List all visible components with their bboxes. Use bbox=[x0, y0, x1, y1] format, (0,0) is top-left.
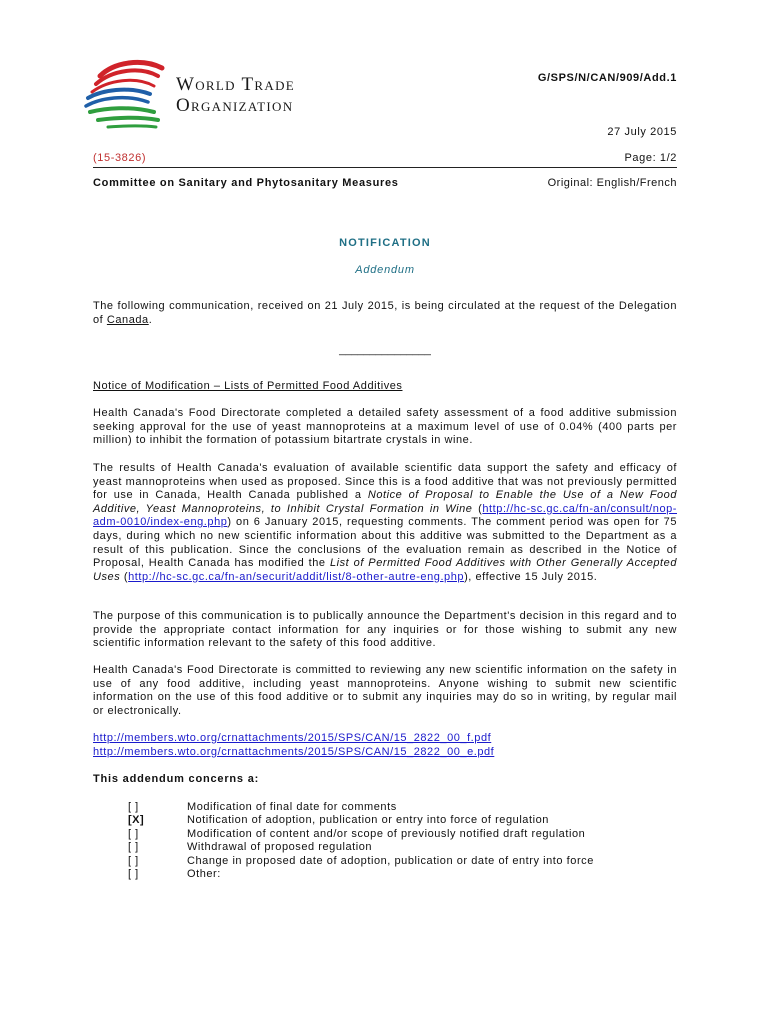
notice-of-proposal-link[interactable]: http://hc-sc.gc.ca/fn-an/consult/nop-adm-0010/index-eng.php bbox=[93, 502, 677, 529]
paragraph-4: Health Canada's Food Directorate is committed to reviewing any new scientific information on the safety in use of any food additive, including yeast mannoproteins. Anyone wishing to submit new scientific information on the use of this food additive or to submit any inquiries may do so in writing, by regular mail or electronically. bbox=[93, 664, 677, 717]
paragraph-2-text-e: ), effective 15 July 2015. bbox=[464, 570, 598, 583]
permitted-additives-list-title: List of Permitted Food Additives with Other Generally Accepted Uses bbox=[93, 557, 677, 583]
organization-name bbox=[176, 74, 295, 116]
section-title: Notice of Modification – Lists of Permitted Food Additives bbox=[93, 380, 403, 392]
paragraph-2-text-a: The results of Health Canada's evaluation of available scientific data support the safety and efficacy of yeast mannoproteins when used as proposed. Since this is a food additive that was not previously permitted for use in Canada, Health Canada published a bbox=[93, 462, 677, 502]
intro-paragraph bbox=[93, 300, 677, 327]
checkbox-5: [ ] bbox=[128, 855, 139, 867]
reference-number: (15-3826) bbox=[93, 152, 147, 164]
intro-text: The following communication, received on 21 July 2015, is being circulated at the request of the Delegation of bbox=[93, 300, 677, 326]
paragraph-2-text-b: ( bbox=[472, 502, 483, 515]
attachment-links bbox=[93, 732, 677, 759]
document-date: 27 July 2015 bbox=[607, 126, 677, 138]
page-number: Page: 1/2 bbox=[624, 152, 677, 164]
checkbox-4: [ ] bbox=[128, 841, 139, 853]
paragraph-2-text-d: ( bbox=[120, 570, 129, 583]
addendum-subheading: Addendum bbox=[355, 264, 415, 276]
notification-heading: NOTIFICATION bbox=[339, 237, 431, 249]
header-divider bbox=[93, 167, 677, 168]
wto-emblem-icon bbox=[84, 54, 176, 134]
paragraph-1: Health Canada's Food Directorate completed a detailed safety assessment of a food additive submission seeking approval for the use of yeast mannoproteins at a maximum level of use of 0.04% (400 parts per million) to inhibit the formation of potassium bitartrate crystals in wine. bbox=[93, 407, 677, 447]
checkbox-1: [ ] bbox=[128, 801, 139, 813]
paragraph-3: The purpose of this communication is to publically announce the Department's decision in this regard and to provide the appropriate contact information for any inquiries or for those wishing to submit any new scientific information relevant to the safety of this food additive. bbox=[93, 610, 677, 650]
attachment-link-english[interactable]: http://members.wto.org/crnattachments/2015/SPS/CAN/15_2822_00_e.pdf bbox=[93, 745, 495, 758]
original-language: Original: English/French bbox=[547, 177, 677, 189]
organization-name-line1: World Trade bbox=[176, 74, 296, 95]
country-name: Canada bbox=[106, 313, 149, 326]
checkbox-3: [ ] bbox=[128, 828, 139, 840]
checkbox-2: [X] bbox=[128, 814, 145, 826]
paragraph-2-text-c: ) on 6 January 2015, requesting comments. The comment period was open for 75 days, during which no new scientific information about this additive was submitted to the Department as a result of this publication. Since the conclusions of the evaluation remain as described in the Notice of Proposal, Health Canada has modified the bbox=[93, 516, 677, 570]
concern-item-5: Change in proposed date of adoption, publication or date of entry into force bbox=[187, 855, 594, 867]
permitted-additives-list-link[interactable]: http://hc-sc.gc.ca/fn-an/securit/addit/list/8-other-autre-eng.php bbox=[128, 570, 465, 583]
concern-item-4: Withdrawal of proposed regulation bbox=[187, 841, 373, 853]
concern-item-6: Other: bbox=[187, 868, 221, 880]
concern-item-2: Notification of adoption, publication or entry into force of regulation bbox=[187, 814, 549, 826]
concern-item-1: Modification of final date for comments bbox=[187, 801, 397, 813]
checkbox-6: [ ] bbox=[128, 868, 139, 880]
document-symbol: G/SPS/N/CAN/909/Add.1 bbox=[537, 72, 677, 84]
intro-text-end: . bbox=[148, 313, 153, 326]
concern-item-3: Modification of content and/or scope of previously notified draft regulation bbox=[187, 828, 586, 840]
committee-name: Committee on Sanitary and Phytosanitary Measures bbox=[93, 177, 399, 189]
attachment-link-french[interactable]: http://members.wto.org/crnattachments/2015/SPS/CAN/15_2822_00_f.pdf bbox=[93, 732, 492, 744]
concerns-title: This addendum concerns a: bbox=[93, 773, 260, 785]
organization-name-line2: Organization bbox=[176, 95, 294, 116]
notice-of-proposal-title: Notice of Proposal to Enable the Use of a New Food Additive, Yeast Mannoproteins, to Inhibit Crystal Formation in Wine bbox=[93, 489, 677, 515]
separator-line: _______________ bbox=[339, 344, 431, 356]
paragraph-2 bbox=[93, 462, 677, 584]
